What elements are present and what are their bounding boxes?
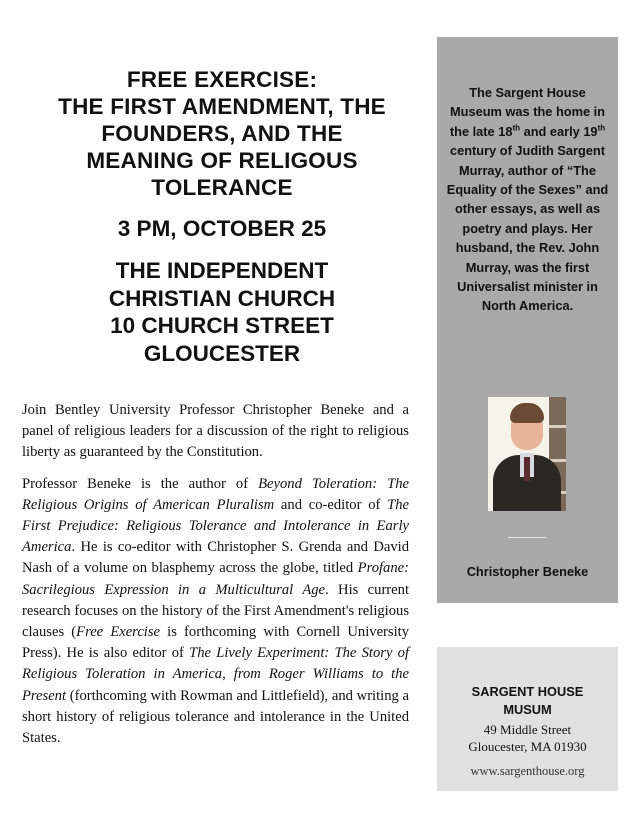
museum-name [437,683,618,719]
venue-line: THE INDEPENDENT [115,258,329,283]
museum-website-link[interactable]: www.sargenthouse.org [470,764,585,778]
museum-address [437,721,618,755]
shelf-board [549,425,566,428]
museum-history [443,83,612,316]
address-line: 49 Middle Street [483,722,572,737]
history-text: The Sargent House Museum was the home in the late 18 [449,85,605,139]
bio-text: and co-editor of [274,496,388,513]
bio-paragraph [22,474,409,750]
history-text: and early 19 [520,123,598,139]
title-line: FREE EXERCISE: [126,67,318,92]
book-title: The First Prejudice: Religious Tolerance and Intolerance in Early America [22,496,410,556]
history-text: century of Judith Sargent Murray, author of “The Equality of the Sexes” and other essays, as well as poetry and plays. Her husband, the Rev. John Murray, was the first Universalist minister in North America. [446,143,609,314]
superscript: th [597,123,606,133]
event-header [22,66,422,367]
book-title: Profane: Sacrilegious Expression in a Multicultural Age [22,560,409,598]
title-line: MEANING OF RELIGOUS [86,148,358,173]
event-description [22,400,409,759]
speaker-tie [524,457,530,481]
venue-line: GLOUCESTER [143,340,301,366]
bio-text: is forthcoming with Cornell University Press). He is also editor of [22,624,409,662]
event-venue [22,257,422,367]
museum-name-line: SARGENT HOUSE [471,684,584,699]
book-title: Beyond Toleration: The Religious Origins of American Pluralism [22,475,409,513]
bio-text: Professor Beneke is the author of [22,475,259,492]
title-line: THE FIRST AMENDMENT, THE [58,94,386,119]
photo-caption: Christopher Beneke [466,564,589,579]
book-title: Free Exercise [76,624,161,641]
museum-name-line: MUSUM [503,702,552,717]
caption-divider [508,537,546,538]
speaker-hair [510,403,544,423]
address-line: Gloucester, MA 01930 [468,739,587,754]
title-line: FOUNDERS, AND THE [101,121,343,146]
speaker-photo [488,397,566,511]
venue-line: 10 CHURCH STREET [110,313,334,338]
superscript: th [512,123,521,133]
venue-line: CHRISTIAN CHURCH [108,285,336,311]
bio-text: . He is co-editor with Christopher S. Grenda and David Nash of a volume on blasphemy across the globe, titled [22,539,409,577]
museum-sidebar [437,37,618,603]
intro-paragraph: Join Bentley University Professor Christopher Beneke and a panel of religious leaders for a discussion of the right to religious liberty as guaranteed by the Constitution. [22,402,409,461]
title-line: TOLERANCE [151,175,293,200]
museum-contact-box [437,647,618,791]
event-time: 3 PM, OCTOBER 25 [117,216,327,241]
bio-text: . His current research focuses on the history of the First Amendment's religious clauses ( [22,581,409,641]
bio-text: (forthcoming with Rowman and Littlefield), and writing a short history of religious tolerance and intolerance in the United States. [22,687,409,747]
book-title: The Lively Experiment: The Story of Religious Toleration in America, from Roger Williams to the Present [22,645,409,704]
event-title [22,66,422,201]
